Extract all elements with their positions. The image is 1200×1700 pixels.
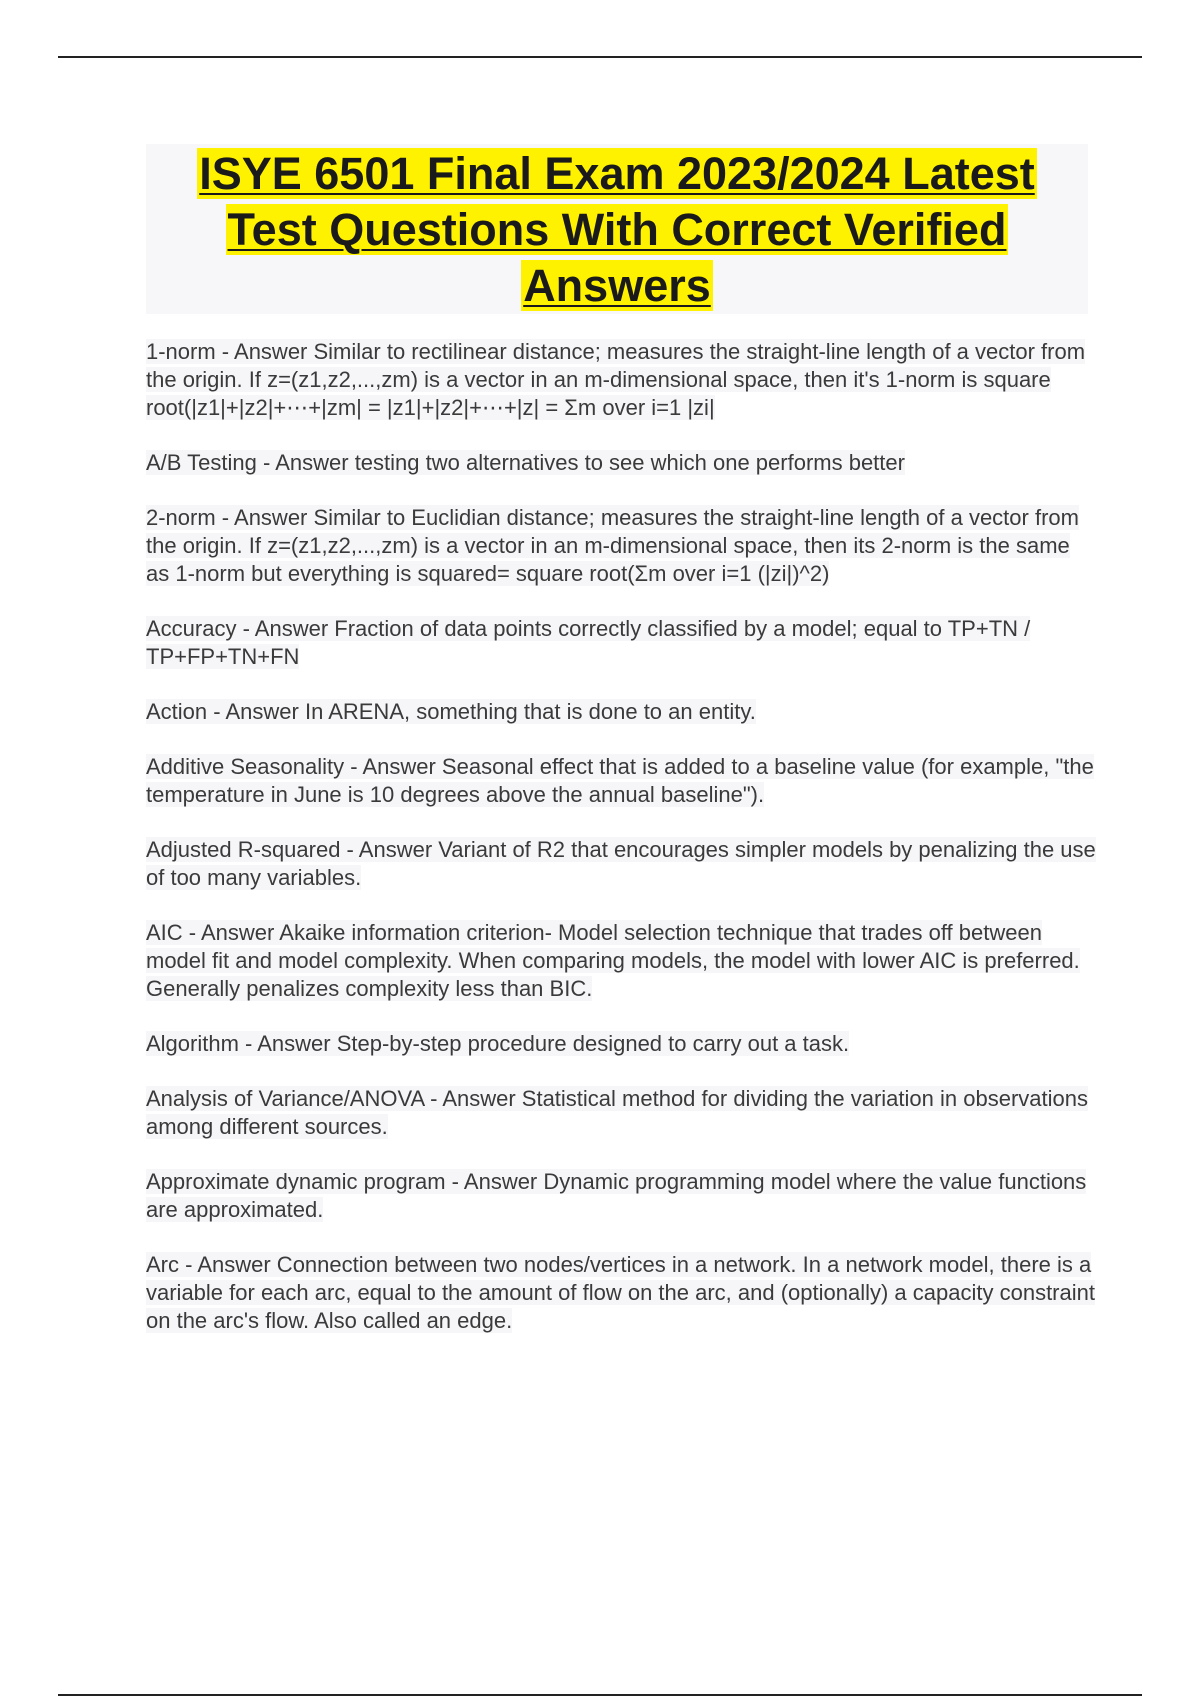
page-title <box>197 146 1037 314</box>
entry-text: Arc - Answer Connection between two nodes/vertices in a network. In a network model, there is a variable for each arc, equal to the amount of flow on the arc, and (optionally) a capacity constraint on the arc's flow. Also called an edge. <box>146 1252 1095 1333</box>
entry-text: Accuracy - Answer Fraction of data points correctly classified by a model; equal to TP+TN / TP+FP+TN+FN <box>146 616 1031 669</box>
entry-text: A/B Testing - Answer testing two alternatives to see which one performs better <box>146 450 905 475</box>
glossary-entry-accuracy <box>146 615 1096 671</box>
glossary-entry-additive-seasonality <box>146 753 1096 809</box>
entry-text: Approximate dynamic program - Answer Dynamic programming model where the value functions are approximated. <box>146 1169 1087 1222</box>
title-line-3: Answers <box>523 260 711 311</box>
glossary-entry-aic <box>146 919 1096 1003</box>
glossary-entry-2-norm <box>146 504 1096 588</box>
entry-text: 1-norm - Answer Similar to rectilinear distance; measures the straight-line length of a vector from the origin. If z=(z1,z2,...,zm) is a vector in an m-dimensional space, then it's 1-norm is square root(|z1|+|z2|+⋯+|zm| = |z1|+|z2|+⋯+|z| = Σm over i=1 |zi| <box>146 339 1086 420</box>
header-rule <box>58 56 1142 58</box>
glossary-entry-arc <box>146 1251 1096 1335</box>
entry-text: 2-norm - Answer Similar to Euclidian distance; measures the straight-line length of a vector from the origin. If z=(z1,z2,...,zm) is a vector in an m-dimensional space, then its 2-norm is the same as 1-norm but everything is squared= square root(Σm over i=1 (|zi|)^2) <box>146 505 1079 586</box>
entry-text: Additive Seasonality - Answer Seasonal effect that is added to a baseline value (for example, "the temperature in June is 10 degrees above the annual baseline"). <box>146 754 1094 807</box>
entry-text: Algorithm - Answer Step-by-step procedure designed to carry out a task. <box>146 1031 850 1056</box>
title-block <box>146 144 1088 314</box>
title-line-2: Test Questions With Correct Verified <box>227 204 1007 255</box>
glossary-entry-anova <box>146 1085 1096 1141</box>
entry-text: AIC - Answer Akaike information criterion- Model selection technique that trades off between model fit and model complexity. When comparing models, the model with lower AIC is preferred. Generally penalizes complexity less than BIC. <box>146 920 1080 1001</box>
entry-text: Action - Answer In ARENA, something that is done to an entity. <box>146 699 756 724</box>
title-line-1: ISYE 6501 Final Exam 2023/2024 Latest <box>199 148 1035 199</box>
glossary-entry-approximate-dynamic-program <box>146 1168 1096 1224</box>
entry-text: Analysis of Variance/ANOVA - Answer Statistical method for dividing the variation in observations among different sources. <box>146 1086 1088 1139</box>
glossary-list <box>146 338 1096 1362</box>
glossary-entry-algorithm <box>146 1030 1096 1058</box>
glossary-entry-1-norm <box>146 338 1096 422</box>
footer-rule <box>58 1694 1142 1696</box>
glossary-entry-action <box>146 698 1096 726</box>
glossary-entry-adjusted-r-squared <box>146 836 1096 892</box>
glossary-entry-ab-testing <box>146 449 1096 477</box>
entry-text: Adjusted R-squared - Answer Variant of R2 that encourages simpler models by penalizing the use of too many variables. <box>146 837 1096 890</box>
